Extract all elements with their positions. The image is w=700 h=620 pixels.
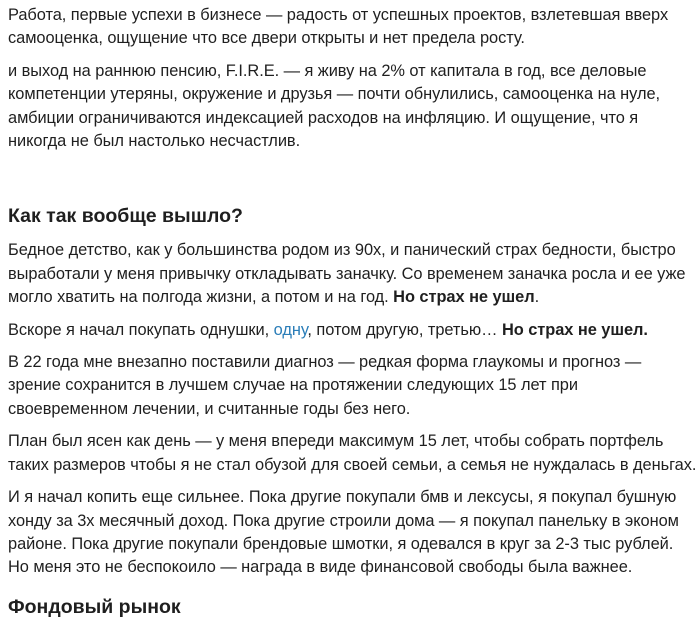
paragraph-4	[8, 319, 698, 342]
paragraph-4-mid: , потом другую, третью…	[307, 320, 502, 339]
paragraph-3-text: Бедное детство, как у большинства родом из 90х, и панический страх бедности, быстро выработали у меня привычку откладывать заначку. Со временем заначка росла и ее уже могло хватить на полгода жизни, а потом и на год.	[8, 241, 686, 307]
article-body	[8, 4, 698, 620]
paragraph-6: План был ясен как день — у меня впереди максимум 15 лет, чтобы собрать портфель таких размеров чтобы я не стал обузой для своей семьи, а семья не нуждалась в деньгах.	[8, 432, 697, 474]
paragraph-2: и выход на раннюю пенсию, F.I.R.E. — я живу на 2% от капитала в год, все деловые компетенции утеряны, окружение и друзья — почти обнулились, самооценка на нуле, амбиции ограничиваются индексацией расходов на инфляцию. И ощущение, что я никогда не был настолько несчастлив.	[8, 61, 661, 151]
paragraph-3-end: .	[534, 288, 540, 307]
apartment-link[interactable]: одну	[273, 320, 308, 339]
paragraph-3	[8, 239, 698, 309]
paragraph-5: В 22 года мне внезапно поставили диагноз — редкая форма глаукомы и прогноз — зрение сохранится в лучшем случае на протяжении следующих 15 лет при своевременном лечении, и считанные годы без него.	[8, 353, 642, 418]
paragraph-4-bold: Но страх не ушел.	[501, 320, 648, 339]
paragraph-7: И я начал копить еще сильнее. Пока другие покупали бмв и лексусы, я покупал бушную хонду за 3х месячный доход. Пока другие строили дома — я покупал панельку в эконом районе. Пока другие покупали брендовые шмотки, я одевался в круг за 2-3 тыс рублей. Но меня это не беспокоило — награда в виде финансовой свободы была важнее.	[8, 488, 679, 577]
paragraph-4-start: Вскоре я начал покупать однушки,	[8, 320, 274, 339]
section-heading-how: Как так вообще вышло?	[8, 205, 243, 228]
paragraph-3-bold: Но страх не ушел	[393, 288, 535, 307]
section-heading-stock-market: Фондовый рынок	[8, 595, 181, 618]
paragraph-1: Работа, первые успехи в бизнесе — радость от успешных проектов, взлетевшая вверх самооценка, ощущение что все двери открыты и нет предела росту.	[8, 6, 669, 48]
